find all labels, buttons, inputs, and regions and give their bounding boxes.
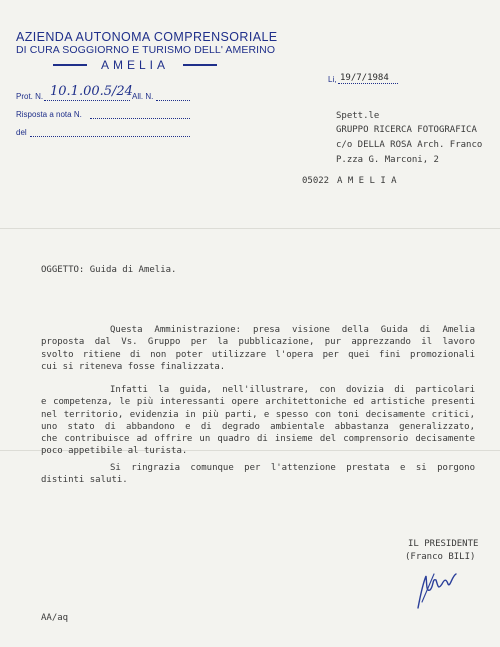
letterhead-title: AZIENDA AUTONOMA COMPRENSORIALE: [16, 30, 278, 44]
letterhead-rule-left: [53, 64, 87, 66]
recipient-line1: GRUPPO RICERCA FOTOGRAFICA: [336, 125, 477, 135]
body-line: poco appetibile al turista.: [41, 446, 188, 457]
risposta-dots: [90, 118, 190, 119]
letterhead-rule-right: [183, 64, 217, 66]
closing-name: (Franco BILI): [405, 552, 476, 562]
signature-mark: [412, 562, 462, 612]
recipient-line2: c/o DELLA ROSA Arch. Franco: [336, 140, 483, 150]
date-label: Li,: [328, 75, 337, 84]
body-line: nel territorio, evidenzia in più parti, e spesso con toni decisamente critici,: [41, 409, 475, 420]
prot-number-handwritten: 10.1.00.5/24: [50, 84, 133, 99]
body-line: Infatti la guida, nell'illustrare, con dovizia di particolari: [110, 385, 475, 395]
body-paragraph-1: [41, 324, 475, 373]
letterhead-city: AMELIA: [100, 57, 169, 72]
body-line: cui si riteneva fosse finalizzata.: [41, 361, 226, 372]
body-line: distinti saluti.: [41, 475, 128, 486]
recipient-line3: P.zza G. Marconi, 2: [336, 155, 439, 165]
risposta-label: Risposta a nota N.: [16, 110, 82, 119]
all-label: All. N.: [132, 92, 154, 101]
body-line: Si ringrazia comunque per l'attenzione prestata e si porgono: [110, 463, 475, 473]
letterhead-city-row: [30, 58, 240, 72]
body-line: e competenza, le più interessanti opere architettoniche ed artistiche presenti: [41, 397, 475, 408]
prot-dots: [44, 100, 130, 101]
subject-line: OGGETTO: Guida di Amelia.: [41, 265, 177, 275]
date-value: 19/7/1984: [340, 73, 389, 83]
body-paragraph-2: [41, 384, 475, 458]
recipient-salutation: Spett.le: [336, 111, 380, 121]
paper-fold-line: [0, 228, 500, 229]
body-line: uno stato di abbandono e di degrado ambientale abbastanza generalizzato,: [41, 421, 475, 432]
prot-label: Prot. N.: [16, 92, 44, 101]
body-line: svolto ritiene di non poter utilizzare l'opera per quei fini promozionali: [41, 349, 475, 360]
recipient-city: A M E L I A: [337, 176, 397, 186]
body-paragraph-3: [41, 462, 475, 487]
all-dots: [156, 100, 190, 101]
del-dots: [30, 136, 190, 137]
closing-title: IL PRESIDENTE: [408, 539, 479, 549]
reference-initials: AA/aq: [41, 613, 69, 623]
body-line: proposta dal Vs. Gruppo per la pubblicazione, pur apprezzando il lavoro: [41, 337, 475, 348]
body-line: Questa Amministrazione: presa visione della Guida di Amelia: [110, 325, 475, 335]
body-line: che contribuisce ad offrire un quadro di insieme del comprensorio decisamente: [41, 434, 475, 445]
recipient-postcode: 05022: [302, 176, 330, 186]
del-label: del: [16, 128, 27, 137]
letterhead-subtitle: DI CURA SOGGIORNO E TURISMO DELL' AMERINO: [16, 44, 276, 56]
